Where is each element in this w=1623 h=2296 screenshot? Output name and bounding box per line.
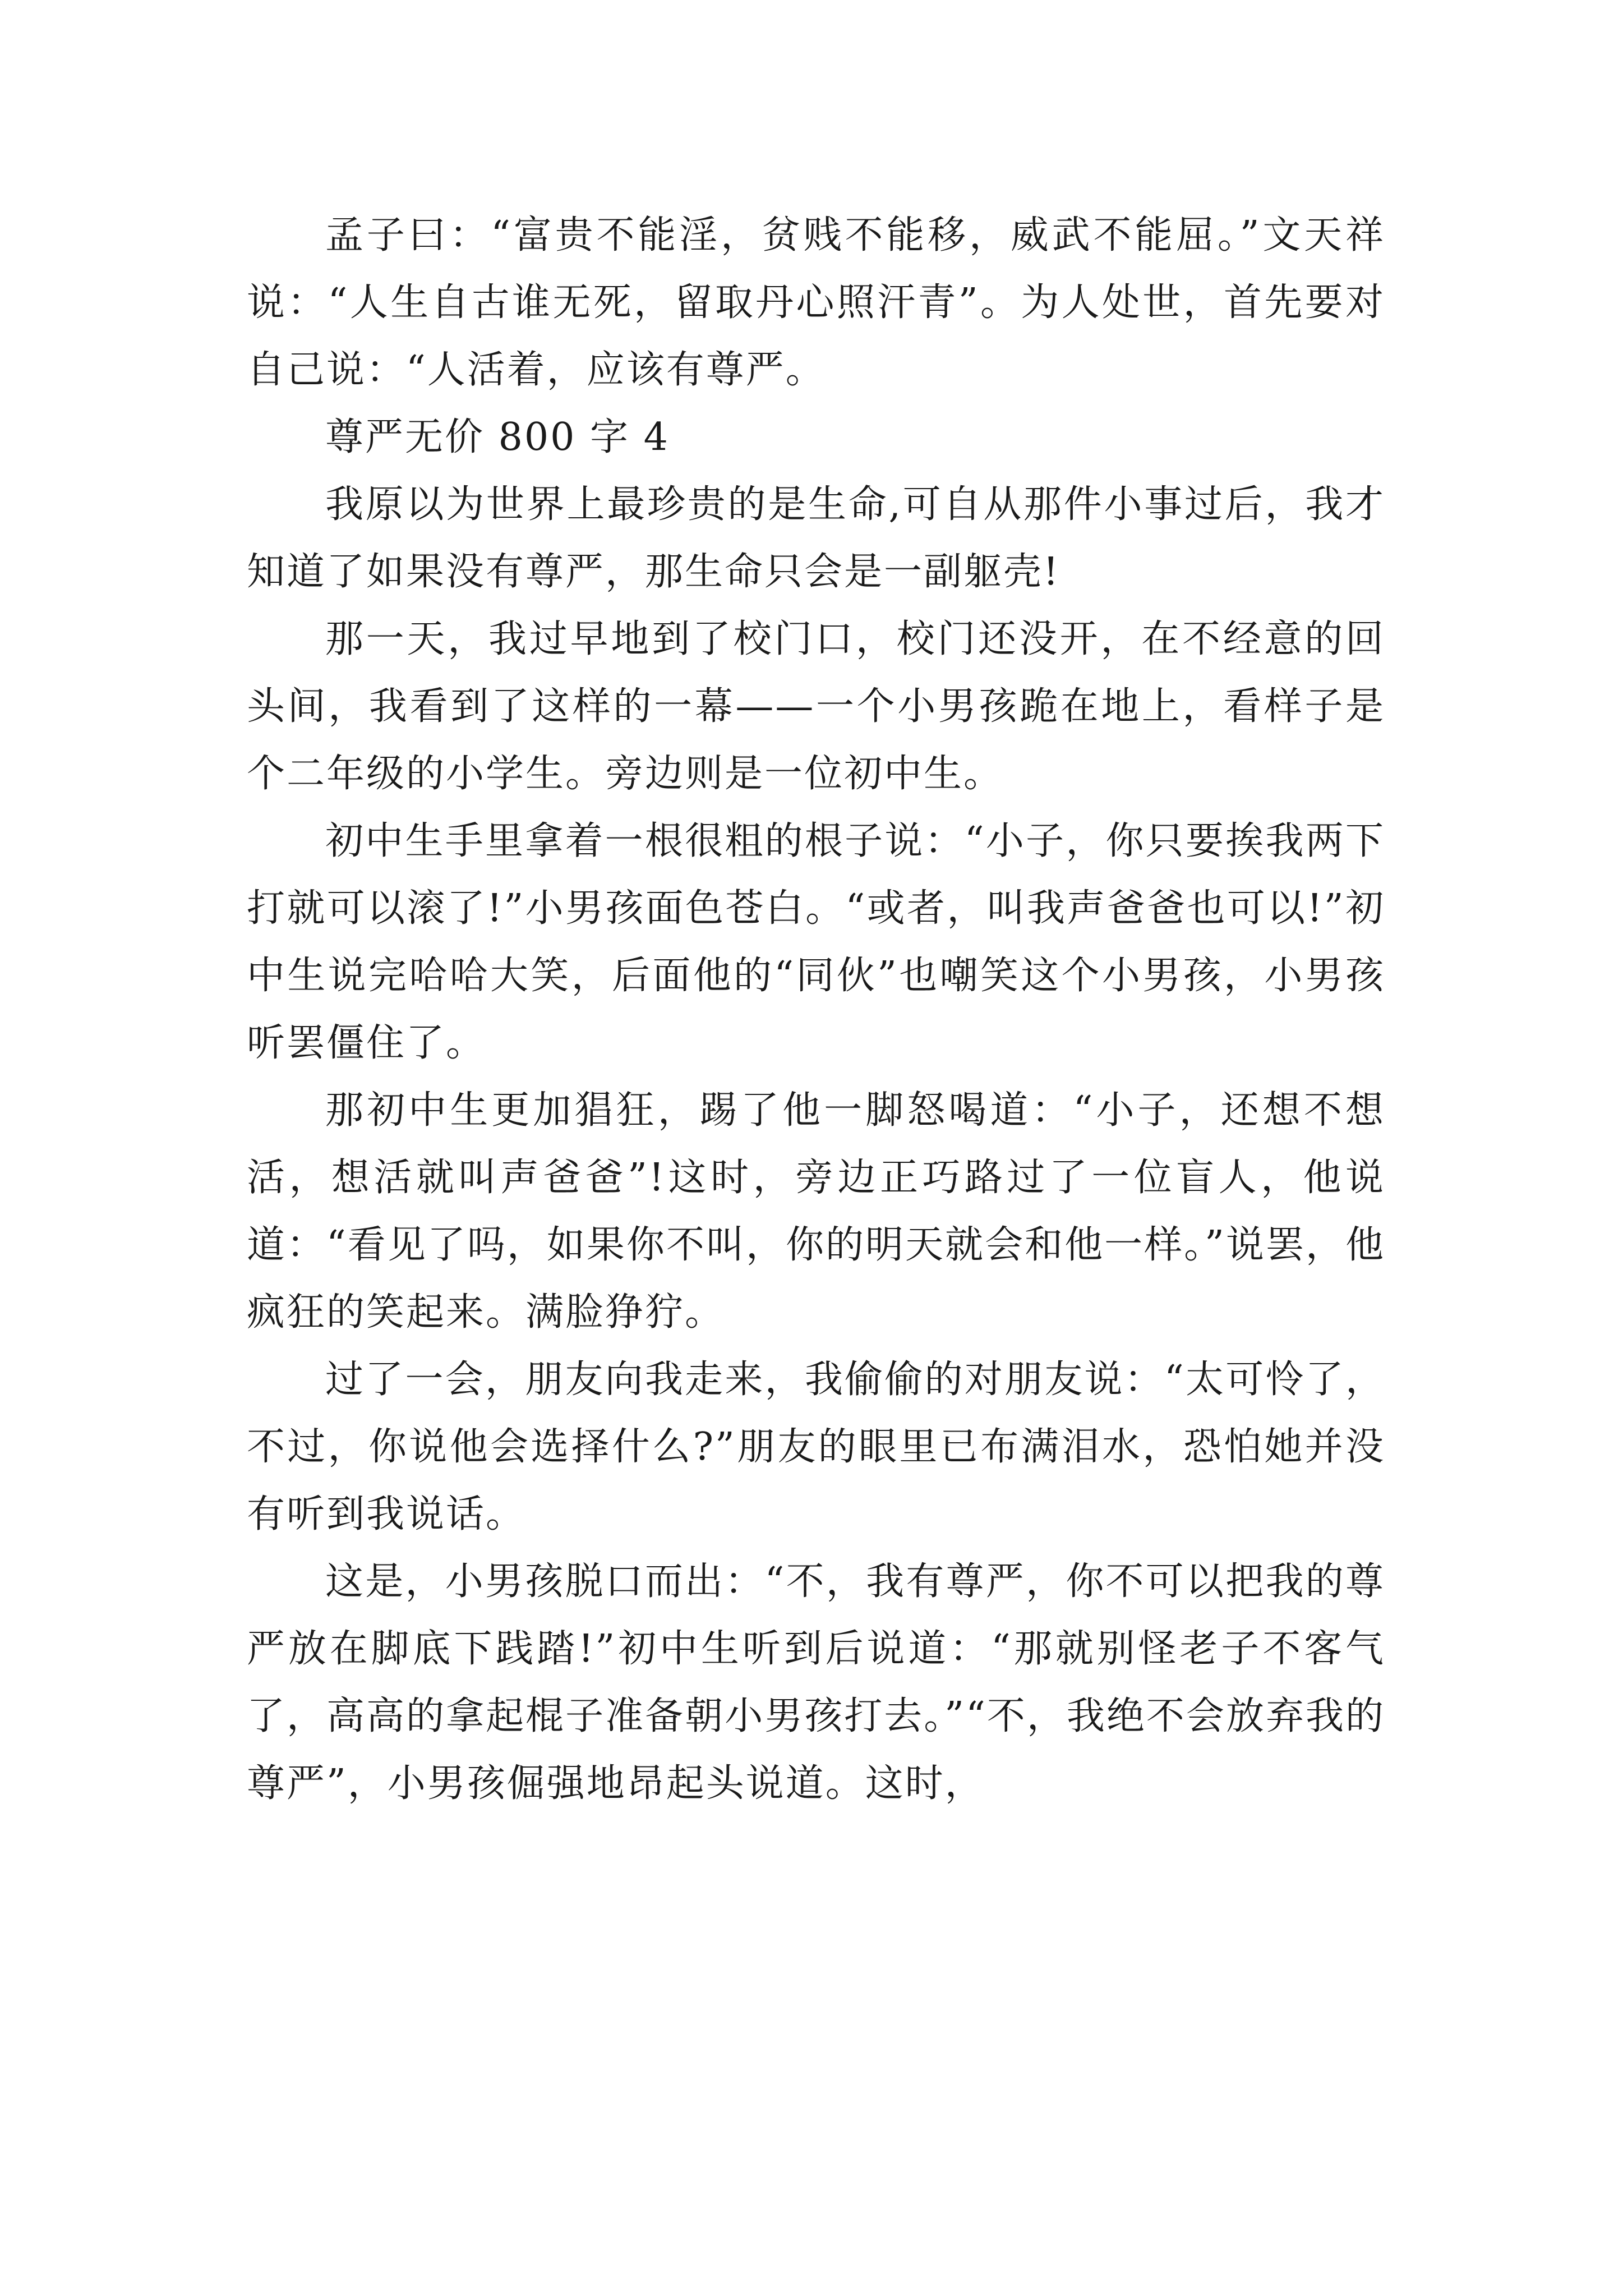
paragraph-quote-mencius: 孟子曰：“富贵不能淫，贫贱不能移，威武不能屈。”文天祥说：“人生自古谁无死，留取丹心照汗青”。为人处世，首先要对自己说：“人活着，应该有尊严。	[247, 213, 1385, 392]
document-body	[247, 202, 1385, 1818]
paragraph-intro: 我原以为世界上最珍贵的是生命,可自从那件小事过后，我才知道了如果没有尊严，那生命只会是一副躯壳!	[247, 482, 1385, 594]
paragraph-bully-kick: 那初中生更加猖狂，踢了他一脚怒喝道：“小子，还想不想活，想活就叫声爸爸”!这时，旁边正巧路过了一位盲人，他说道：“看见了吗，如果你不叫，你的明天就会和他一样。”说罢，他疯狂的笑起来。满脸狰狞。	[247, 1088, 1385, 1335]
paragraph-boy-response: 这是，小男孩脱口而出：“不，我有尊严，你不可以把我的尊严放在脚底下践踏!”初中生听到后说道：“那就别怪老子不客气了，高高的拿起棍子准备朝小男孩打去。”“不，我绝不会放弃我的尊严”，小男孩倔强地昂起头说道。这时，	[247, 1559, 1385, 1806]
paragraph-scene: 那一天，我过早地到了校门口，校门还没开，在不经意的回头间，我看到了这样的一幕——一个小男孩跪在地上，看样子是个二年级的小学生。旁边则是一位初中生。	[247, 617, 1385, 796]
section-heading: 尊严无价 800 字 4	[325, 415, 670, 459]
paragraph-bully-threat: 初中生手里拿着一根很粗的根子说：“小子，你只要挨我两下打就可以滚了!”小男孩面色苍白。“或者，叫我声爸爸也可以!”初中生说完哈哈大笑，后面他的“同伙”也嘲笑这个小男孩，小男孩听罢僵住了。	[247, 819, 1385, 1065]
paragraph-friend: 过了一会，朋友向我走来，我偷偷的对朋友说：“太可怜了，不过，你说他会选择什么?”朋友的眼里已布满泪水，恐怕她并没有听到我说话。	[247, 1358, 1385, 1536]
